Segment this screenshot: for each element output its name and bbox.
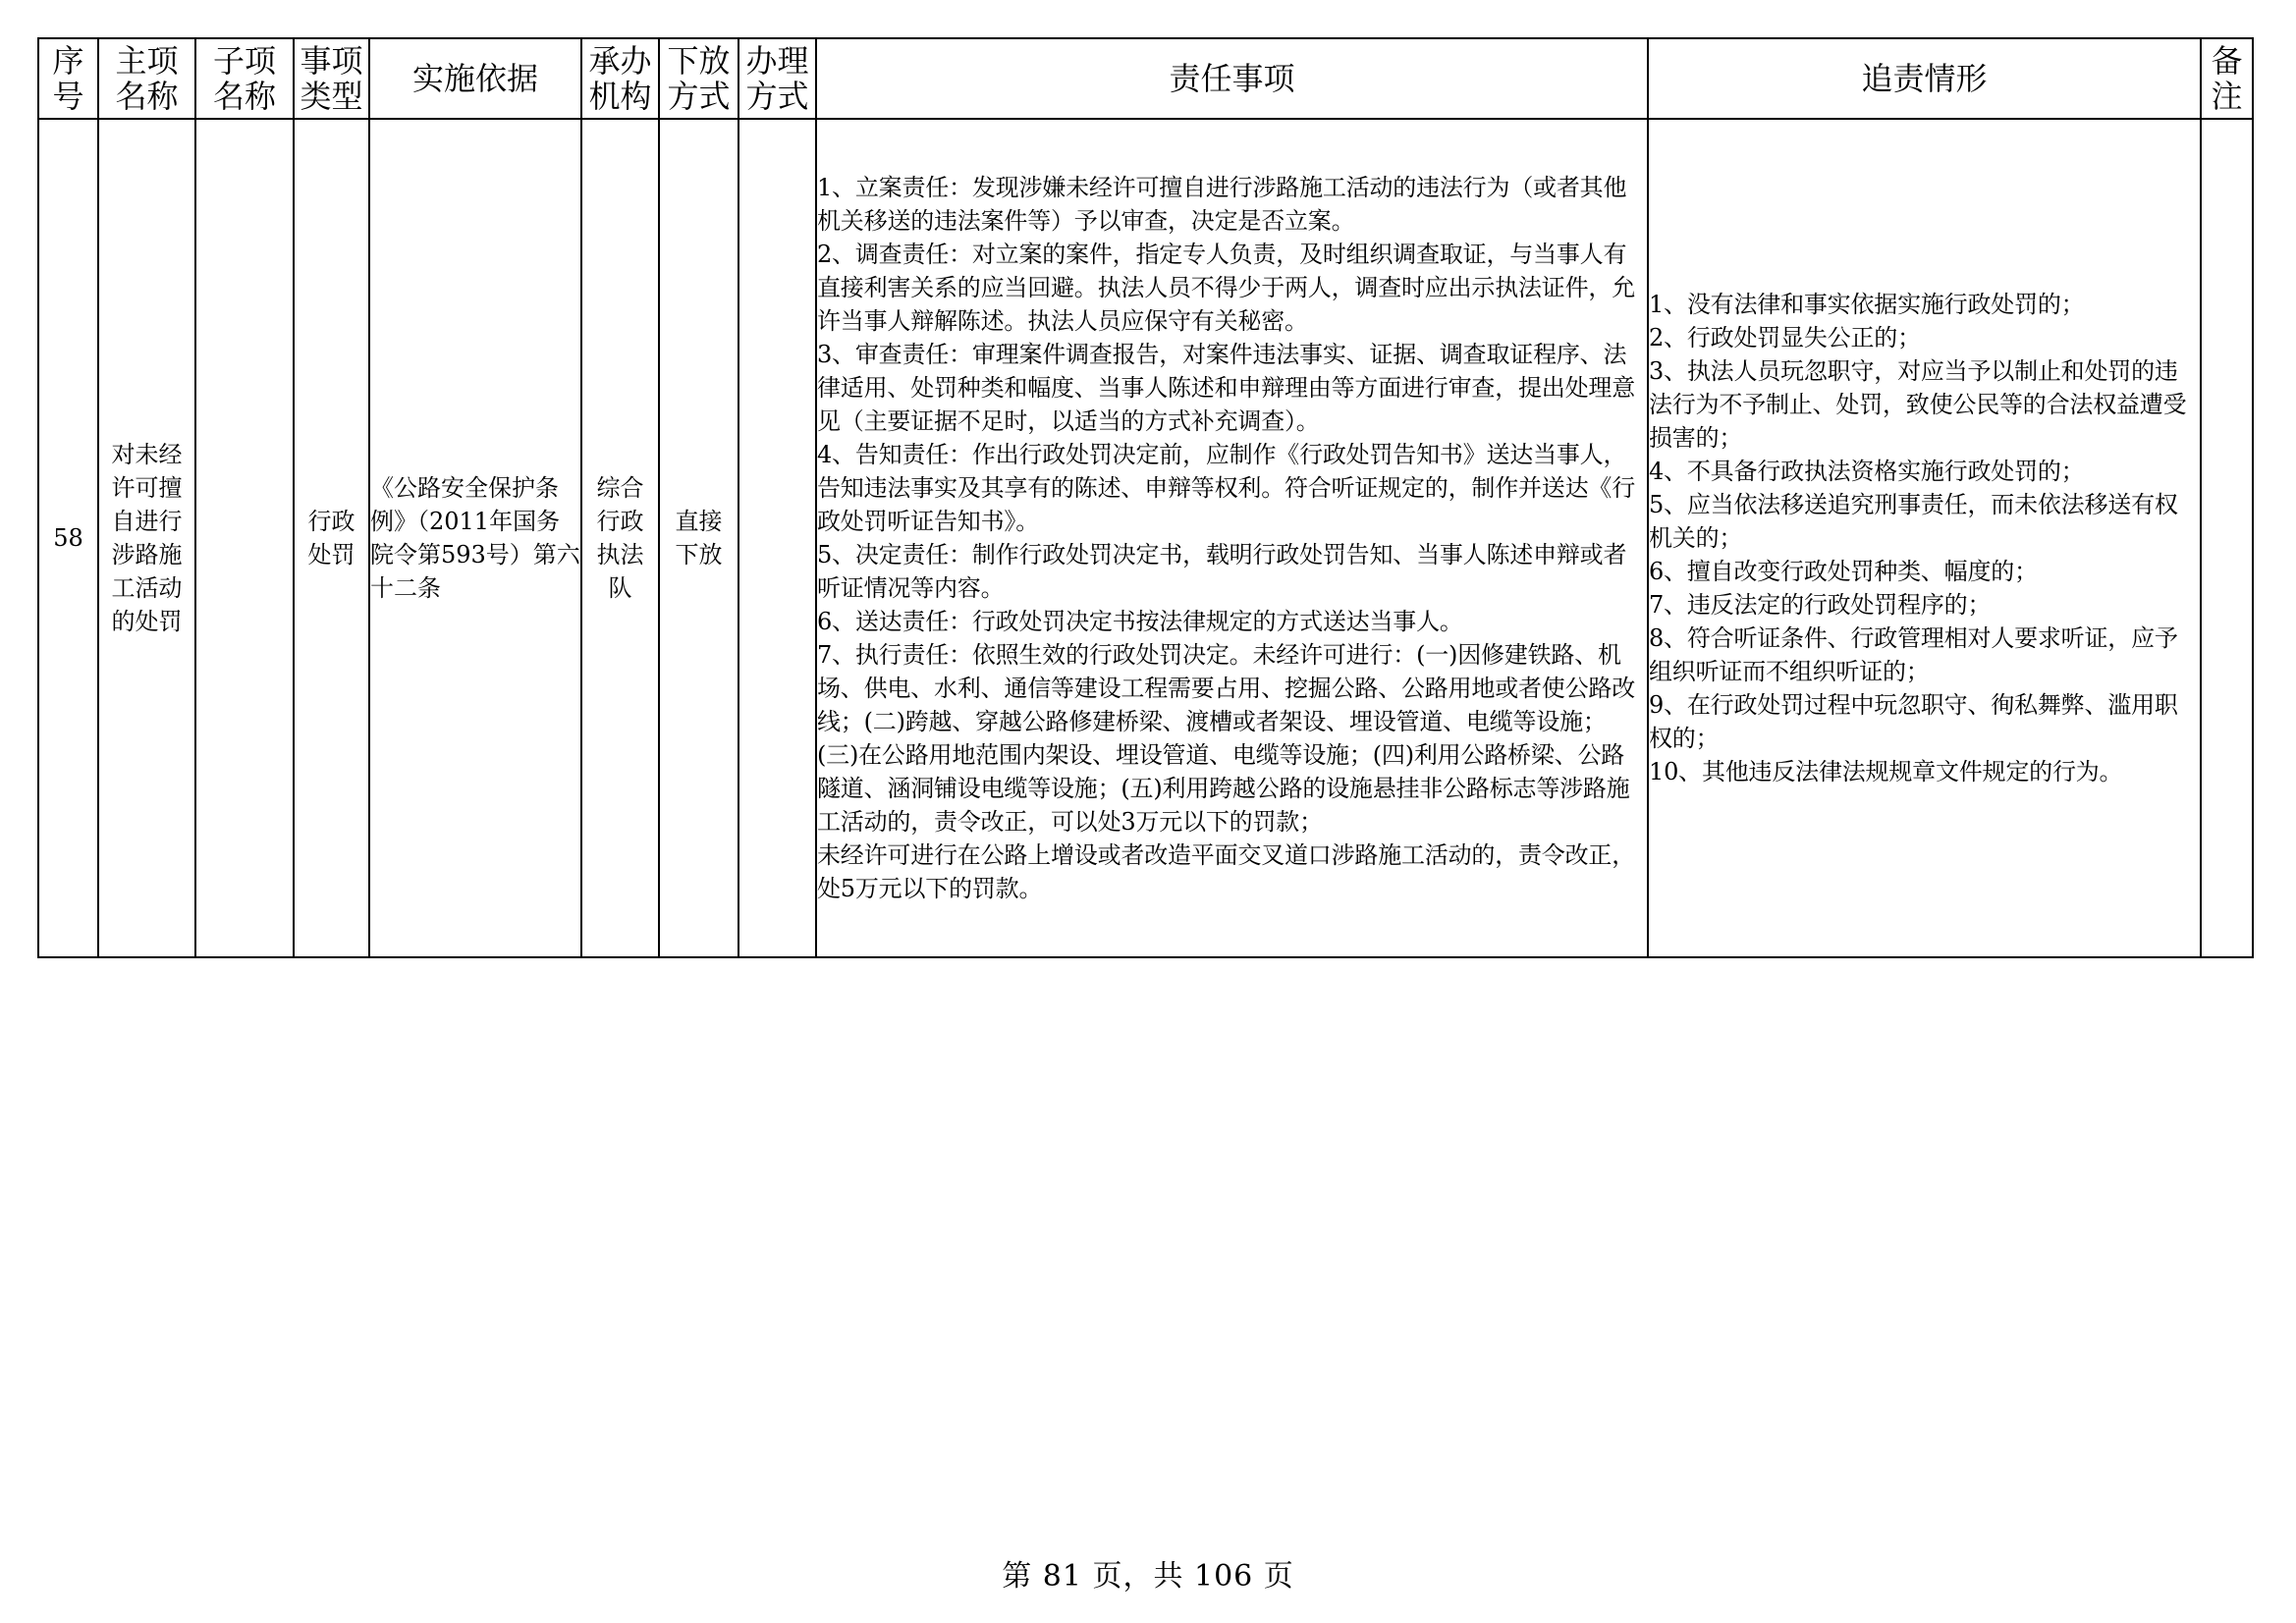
- responsibility-item: 1、立案责任：发现涉嫌未经许可擅自进行涉路施工活动的违法行为（或者其他机关移送的违法案件等）予以审查，决定是否立案。: [817, 174, 1627, 235]
- accountability-item: 2、行政处罚显失公正的；: [1649, 324, 1921, 352]
- accountability-item: 8、符合听证条件、行政管理相对人要求听证，应予组织听证而不组织听证的；: [1649, 624, 2178, 685]
- header-handling: 办理 方式: [738, 38, 816, 119]
- cell-basis: 《公路安全保护条例》（2011年国务院令第593号）第六十二条: [369, 119, 581, 957]
- accountability-item: 6、擅自改变行政处罚种类、幅度的；: [1649, 558, 2038, 585]
- accountability-item: 1、没有法律和事实依据实施行政处罚的；: [1649, 291, 2085, 318]
- cell-sub-item: [195, 119, 294, 957]
- accountability-item: 10、其他违反法律法规规章文件规定的行为。: [1649, 758, 2123, 785]
- responsibility-item: 6、送达责任：行政处罚决定书按法律规定的方式送达当事人。: [817, 608, 1463, 635]
- table-row: [38, 119, 2253, 957]
- responsibility-table: [37, 37, 2254, 958]
- cell-accountability: [1648, 119, 2201, 957]
- cell-agency: 综合 行政 执法 队: [581, 119, 659, 957]
- header-row: [38, 38, 2253, 119]
- cell-item-type: 行政 处罚: [294, 119, 369, 957]
- header-accountability: 追责情形: [1648, 38, 2201, 119]
- responsibility-item: 未经许可进行在公路上增设或者改造平面交叉道口涉路施工活动的，责令改正，处5万元以下的罚款。: [817, 841, 1635, 902]
- cell-responsibilities: [816, 119, 1648, 957]
- page-footer: [0, 1551, 2296, 1595]
- cell-delegation: 直接 下放: [659, 119, 738, 957]
- header-item-type: 事项 类型: [294, 38, 369, 119]
- accountability-item: 3、执法人员玩忽职守，对应当予以制止和处罚的违法行为不予制止、处罚，致使公民等的合法权益遭受损害的；: [1649, 357, 2187, 452]
- cell-main-item: 对未经 许可擅 自进行 涉路施 工活动 的处罚: [98, 119, 195, 957]
- responsibility-item: 4、告知责任：作出行政处罚决定前，应制作《行政处罚告知书》送达当事人，告知违法事实及其享有的陈述、申辩等权利。符合听证规定的，制作并送达《行政处罚听证告知书》。: [817, 441, 1635, 535]
- accountability-item: 5、应当依法移送追究刑事责任，而未依法移送有权机关的；: [1649, 491, 2178, 552]
- header-agency: 承办 机构: [581, 38, 659, 119]
- accountability-item: 9、在行政处罚过程中玩忽职守、徇私舞弊、滥用职权的；: [1649, 691, 2178, 752]
- cell-remarks: [2201, 119, 2253, 957]
- page-number-text: 第 81 页，共 106 页: [1002, 1559, 1294, 1594]
- header-responsibilities: 责任事项: [816, 38, 1648, 119]
- accountability-item: 7、违反法定的行政处罚程序的；: [1649, 591, 1992, 619]
- cell-seq: 58: [38, 119, 98, 957]
- header-delegation: 下放 方式: [659, 38, 738, 119]
- responsibility-item: 3、审查责任：审理案件调查报告，对案件违法事实、证据、调查取证程序、法律适用、处罚种类和幅度、当事人陈述和申辩理由等方面进行审查，提出处理意见（主要证据不足时，以适当的方式补充调查）。: [817, 341, 1635, 435]
- header-remarks: 备 注: [2201, 38, 2253, 119]
- responsibility-item: 5、决定责任：制作行政处罚决定书，载明行政处罚告知、当事人陈述申辩或者听证情况等内容。: [817, 541, 1627, 602]
- header-sub-item: 子项 名称: [195, 38, 294, 119]
- cell-handling: [738, 119, 816, 957]
- header-seq: 序 号: [38, 38, 98, 119]
- header-main-item: 主项 名称: [98, 38, 195, 119]
- responsibility-item: 7、执行责任：依照生效的行政处罚决定。未经许可进行：(一)因修建铁路、机场、供电、水利、通信等建设工程需要占用、挖掘公路、公路用地或者使公路改线；(二)跨越、穿越公路修建桥梁、渡槽或者架设、埋设管道、电缆等设施；(三)在公路用地范围内架设、埋设管道、电缆等设施；(四)利用公路桥梁、公路隧道、涵洞铺设电缆等设施；(五)利用跨越公路的设施悬挂非公路标志等涉路施工活动的，责令改正，可以处3万元以下的罚款；: [817, 641, 1635, 836]
- accountability-item: 4、不具备行政执法资格实施行政处罚的；: [1649, 458, 2085, 485]
- responsibility-item: 2、调查责任：对立案的案件，指定专人负责，及时组织调查取证，与当事人有直接利害关系的应当回避。执法人员不得少于两人，调查时应出示执法证件，允许当事人辩解陈述。执法人员应保守有关秘密。: [817, 241, 1635, 335]
- header-basis: 实施依据: [369, 38, 581, 119]
